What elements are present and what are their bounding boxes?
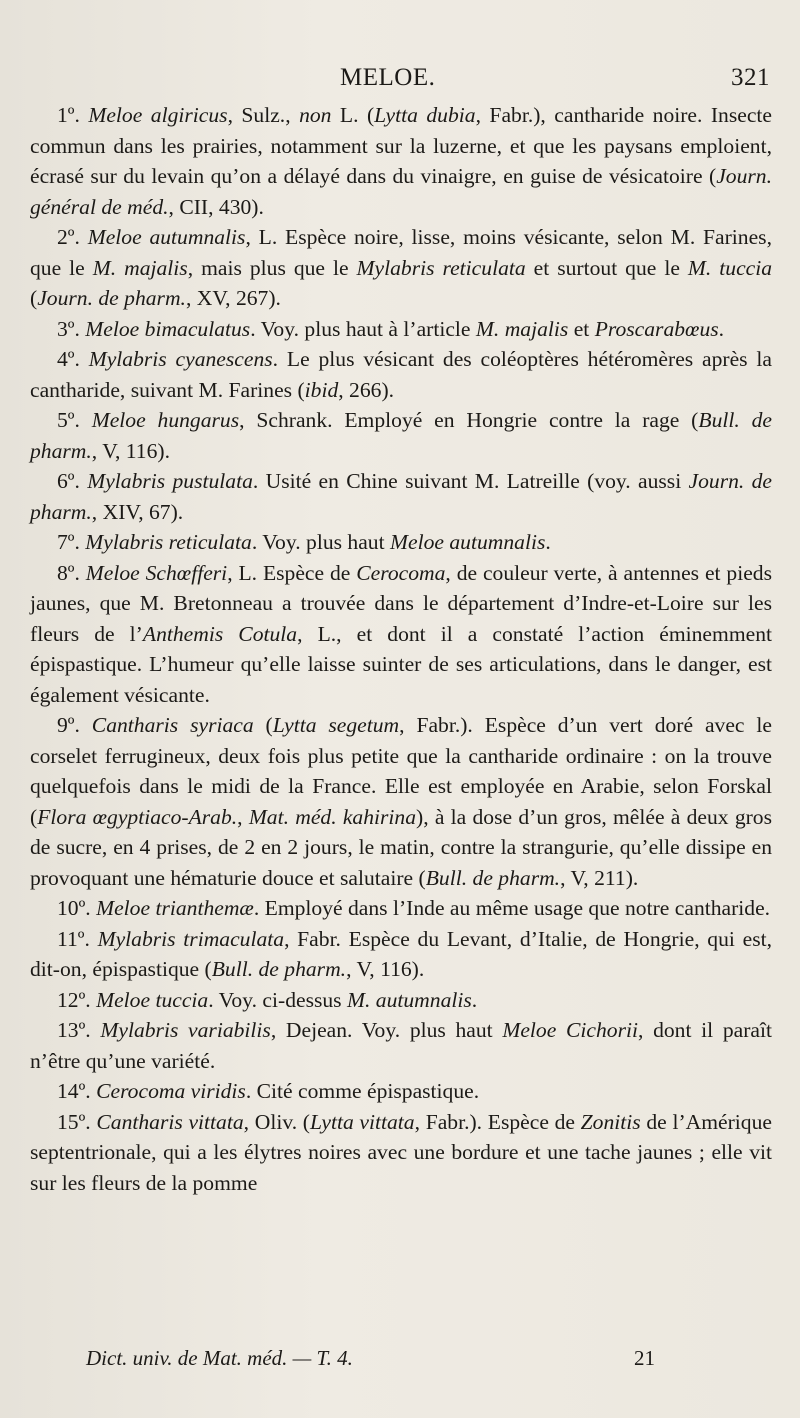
entry-6: 6º. Mylabris pustulata. Usité en Chine suivant M. Latreille (voy. aussi Journ. de pharm., XIV, 67). [30, 469, 773, 524]
entry-12: 12º. Meloe tuccia. Voy. ci-dessus M. autumnalis. [57, 987, 478, 1012]
entry-7: 7º. Mylabris reticulata. Voy. plus haut Meloe autumnalis. [57, 530, 551, 554]
entry-10: 10º. Meloe trianthemæ. Employé dans l’Inde au même usage que notre cantharide. [57, 896, 771, 920]
page-title: MELOE. [340, 64, 436, 91]
signature-number: 21 [634, 1346, 655, 1370]
entry-5: 5º. Meloe hungarus, Schrank. Employé en Hongrie contre la rage (Bull. de pharm., V, 116). [30, 408, 772, 463]
entry-9: 9º. Cantharis syriaca (Lytta segetum, Fabr.). Espèce d’un vert doré avec le corselet ferrugineux, deux fois plus petite que la cantharide ordinaire : on la trouve quelquefois dans le midi de la France. Elle est employée en Arabie, selon Forskal (Flora œgyptiaco-Arab., Mat. méd. kahirina), à la dose d’un gros, mêlée à deux gros de sucre, en 4 prises, de 2 en 2 jours, le matin, contre la strangurie, qu’elle dissipe en provoquant une hématurie douce et salutaire (Bull. de pharm., V, 211). [30, 713, 773, 890]
entry-11: 11º. Mylabris trimaculata, Fabr. Espèce du Levant, d’Italie, de Hongrie, qui est, dit-on, épispastique (Bull. de pharm., V, 116). [30, 926, 772, 981]
entry-13: 13º. Mylabris variabilis, Dejean. Voy. plus haut Meloe Cichorii, dont il paraît n’être qu’une variété. [30, 1018, 772, 1073]
entry-15: 15º. Cantharis vittata, Oliv. (Lytta vittata, Fabr.). Espèce de Zonitis de l’Amérique septentrionale, qui a les élytres noires avec une bordure et une tache jaunes ; elle vit sur les fleurs de la pomme [30, 1109, 772, 1195]
body-text [30, 100, 772, 1198]
page-number: 321 [731, 64, 770, 91]
running-header [28, 64, 770, 100]
entry-1: 1º. Meloe algiricus, Sulz., non L. (Lytta dubia, Fabr.), cantharide noire. Insecte commun dans les prairies, notamment sur la luzerne, et que les paysans emploient, écrasé sur du levain qu’on a délayé dans du vinaigre, en guise de vésicatoire (Journ. général de méd., CII, 430). [30, 103, 773, 219]
entry-14: 14º. Cerocoma viridis. Cité comme épispastique. [57, 1079, 480, 1103]
entry-4: 4º. Mylabris cyanescens. Le plus vésicant des coléoptères hétéromères après la cantharide, suivant M. Farines (ibid, 266). [30, 347, 773, 402]
signature-text: Dict. univ. de Mat. méd. — T. 4. [86, 1346, 353, 1370]
printer-signature [86, 1346, 686, 1376]
entry-8: 8º. Meloe Schœfferi, L. Espèce de Cerocoma, de couleur verte, à antennes et pieds jaunes, que M. Bretonneau a trouvée dans le département d’Indre-et-Loire sur les fleurs de l’Anthemis Cotula, L., et dont il a constaté l’action éminemment épispastique. L’humeur qu’elle laisse suinter de ses articulations, dans le danger, est également vésicante. [30, 560, 772, 707]
entry-2: 2º. Meloe autumnalis, L. Espèce noire, lisse, moins vésicante, selon M. Farines, que le M. majalis, mais plus que le Mylabris reticulata et surtout que le M. tuccia (Journ. de pharm., XV, 267). [30, 225, 773, 310]
entry-3: 3º. Meloe bimaculatus. Voy. plus haut à l’article M. majalis et Proscarabœus. [57, 316, 725, 341]
